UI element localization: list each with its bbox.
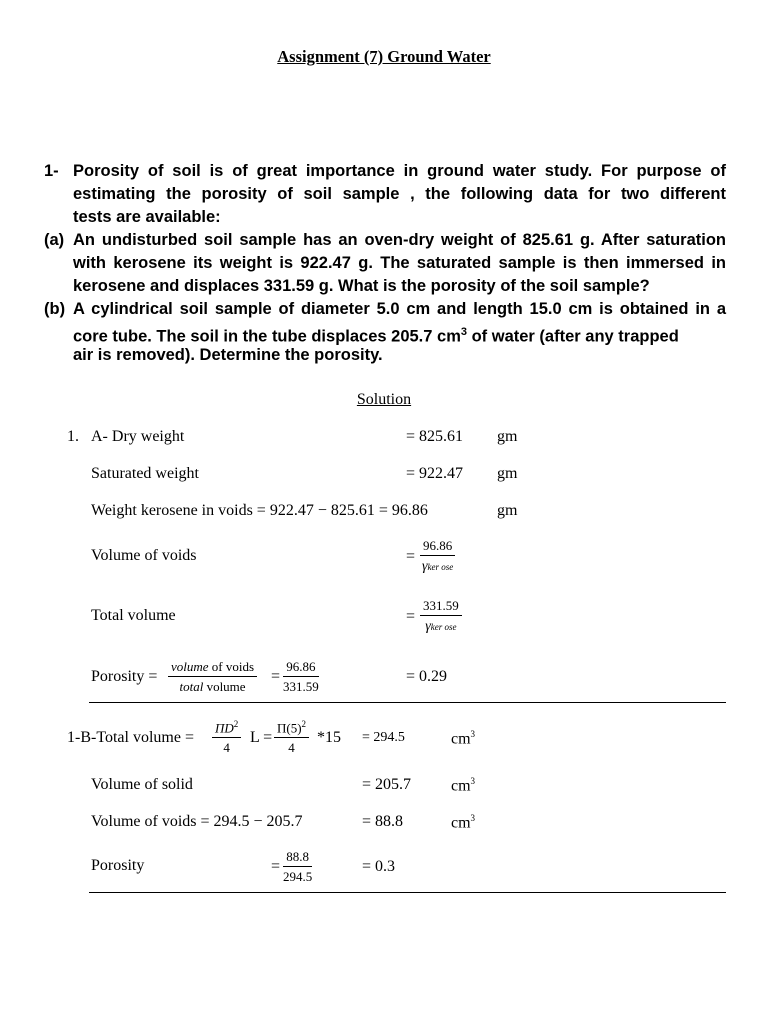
gamma-symbol: γ: [421, 559, 428, 574]
cylinder-value-fraction: [274, 717, 309, 755]
volume-voids-b-value: = 88.8: [362, 813, 404, 830]
part-b-line-2-text: core tube. The soil in the tube displaces 205.7 cm: [73, 327, 461, 346]
volume-word: volume: [171, 659, 209, 674]
cm-unit: cm: [451, 777, 471, 795]
porosity-a-label: Porosity =: [91, 668, 158, 685]
porosity-a-result: = 0.29: [406, 668, 448, 685]
volume-voids-denominator: [422, 556, 453, 575]
porosity-a-denominator: 331.59: [283, 679, 319, 694]
total-volume-denominator: [425, 616, 456, 635]
volume-solid-value: = 205.7: [362, 776, 412, 793]
gamma-symbol: γ: [425, 619, 431, 634]
dry-weight-unit: gm: [497, 428, 518, 445]
cylinder-value-numerator: [274, 717, 309, 737]
saturated-weight-unit: gm: [497, 465, 518, 482]
porosity-b-result: = 0.3: [362, 858, 396, 875]
dry-weight-value: = 825.61: [406, 428, 464, 445]
problem-line-2: estimating the porosity of soil sample , the following data for two different: [73, 185, 726, 203]
total-volume-fraction: [420, 598, 462, 635]
part-a-line-2: with kerosene its weight is 922.47 g. The saturated sample is then immersed in: [73, 254, 726, 272]
porosity-a-def-numerator: [168, 659, 257, 676]
dry-weight-label: A- Dry weight: [91, 428, 185, 445]
bottom-divider-line: [89, 892, 726, 893]
part-a-line-3: kerosene and displaces 331.59 g. What is the porosity of the soil sample?: [73, 277, 650, 295]
volume-voids-label: Volume of voids: [91, 547, 197, 564]
of-voids-word: of voids: [208, 659, 255, 674]
volume-voids-b-label: Volume of voids = 294.5 − 205.7: [91, 813, 303, 830]
volume-voids-b-unit: [451, 813, 475, 832]
solution-heading: Solution: [356, 391, 412, 408]
porosity-a-value-fraction: [283, 659, 319, 694]
five-squared-sup: 2: [301, 719, 307, 729]
porosity-a-numerator: 96.86: [286, 659, 316, 674]
page-title: Assignment (7) Ground Water: [277, 47, 491, 66]
porosity-b-denominator: 294.5: [283, 869, 313, 884]
porosity-a-definition-fraction: [168, 659, 257, 694]
total-volume-numerator: 331.59: [423, 598, 459, 613]
volume-voids-equals: =: [406, 548, 416, 565]
saturated-weight-label: Saturated weight: [91, 465, 199, 482]
part-b-label: (b): [44, 300, 66, 318]
volume-voids-fraction: [420, 538, 455, 575]
total-volume-equals: =: [406, 608, 416, 625]
cylinder-value-denominator: 4: [288, 740, 295, 756]
cubed-sup: 3: [470, 776, 476, 786]
problem-line-3: tests are available:: [73, 208, 221, 226]
pi-five-term: Π(5): [277, 720, 302, 736]
cubed-sup: 3: [470, 729, 476, 739]
part-b-line-2-rest: of water (after any trapped: [467, 327, 679, 346]
kerosene-weight-label: Weight kerosene in voids = 922.47 − 825.61 = 96.86: [91, 502, 428, 519]
cylinder-formula-denominator: 4: [223, 740, 230, 756]
part-b-line-1: A cylindrical soil sample of diameter 5.0 cm and length 15.0 cm is obtained in a: [73, 300, 726, 318]
volume-word-plain: volume: [203, 679, 246, 694]
volume-solid-unit: [451, 776, 475, 795]
porosity-a-def-denominator: [179, 677, 245, 694]
porosity-a-equals: =: [271, 668, 281, 685]
cylinder-formula-numerator: [212, 717, 241, 737]
part-b-line-3: air is removed). Determine the porosity.: [73, 346, 383, 364]
cm-unit: cm: [451, 814, 471, 832]
problem-line-1: Porosity of soil is of great importance in ground water study. For purpose of: [73, 162, 726, 180]
times-length: *15: [317, 729, 341, 746]
porosity-b-fraction: [283, 849, 312, 884]
porosity-b-label: Porosity: [91, 857, 145, 874]
total-volume-b-unit: [451, 729, 475, 748]
cm-unit: cm: [451, 730, 471, 748]
volume-solid-label: Volume of solid: [91, 776, 193, 793]
length-term: L =: [250, 729, 273, 746]
divider-line: [89, 702, 726, 703]
part-a-line-1: An undisturbed soil sample has an oven-dry weight of 825.61 g. After saturation: [73, 231, 726, 249]
cylinder-formula-fraction: [212, 717, 241, 755]
porosity-b-numerator: 88.8: [286, 849, 309, 864]
total-volume-b-value: = 294.5: [362, 730, 405, 745]
total-volume-b-label: 1-B-Total volume =: [67, 729, 194, 746]
volume-voids-numerator: 96.86: [423, 538, 453, 553]
part-b-line-2-sup: 3: [460, 326, 467, 338]
gamma-subscript: ker ose: [430, 622, 457, 632]
solution-index: 1.: [67, 428, 79, 445]
kerosene-weight-unit: gm: [497, 502, 518, 519]
pi-d-symbol: ΠD: [215, 720, 234, 736]
gamma-subscript: ker ose: [427, 562, 454, 572]
d-squared-sup: 2: [233, 719, 239, 729]
total-volume-label: Total volume: [91, 607, 176, 624]
saturated-weight-value: = 922.47: [406, 465, 464, 482]
part-a-label: (a): [44, 231, 65, 249]
total-word: total: [179, 679, 204, 694]
cubed-sup: 3: [470, 813, 476, 823]
porosity-b-equals: =: [271, 858, 281, 875]
problem-number: 1-: [44, 162, 59, 180]
